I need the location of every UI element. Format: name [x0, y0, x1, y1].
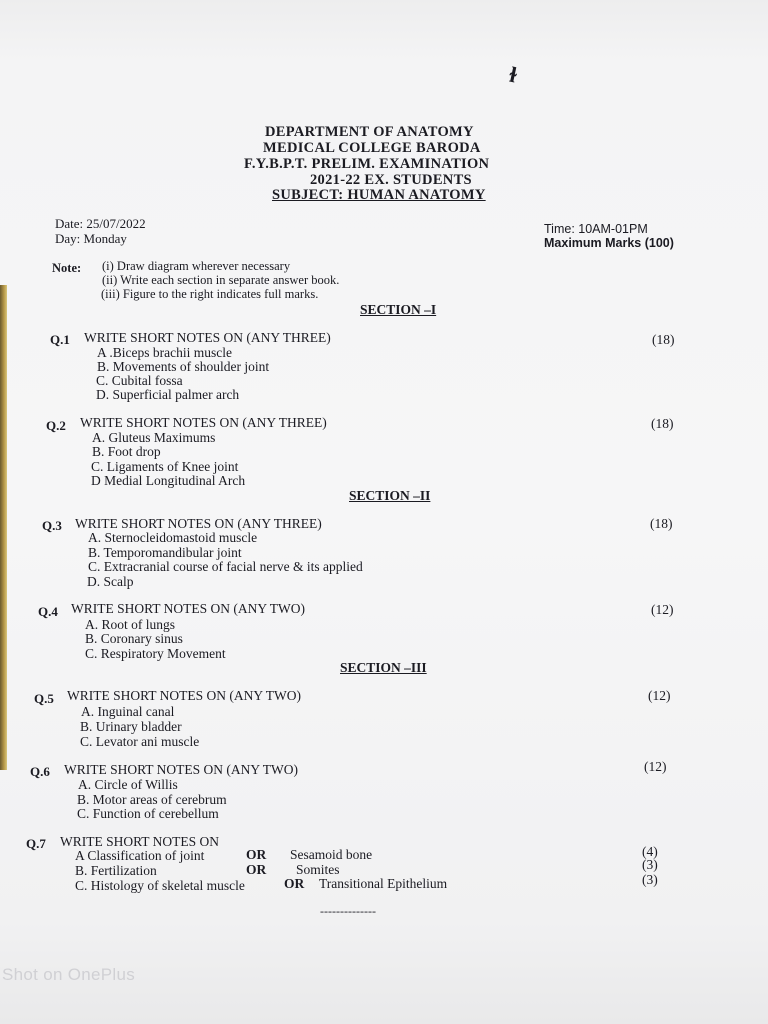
question-number: Q.2 [46, 418, 66, 433]
exam-day: Day: Monday [55, 231, 127, 246]
answer-option: A. Root of lungs [85, 617, 176, 632]
answer-option: A .Biceps brachii muscle [97, 345, 232, 360]
question-marks: (3) [642, 857, 658, 872]
answer-option: B. Urinary bladder [80, 719, 182, 734]
answer-option: B. Foot drop [92, 444, 161, 459]
answer-option: A. Inguinal canal [81, 704, 175, 719]
max-marks: Maximum Marks (100) [544, 236, 674, 250]
question-marks: (18) [652, 332, 675, 347]
question-title: WRITE SHORT NOTES ON [60, 834, 220, 849]
answer-option: C. Levator ani muscle [80, 734, 200, 749]
pen-mark: ɫ [507, 61, 519, 88]
note-item: (iii) Figure to the right indicates full marks. [101, 287, 319, 301]
answer-option: C. Cubital fossa [96, 373, 183, 388]
answer-option: D. Superficial palmer arch [96, 387, 240, 402]
question-title: WRITE SHORT NOTES ON (ANY THREE) [84, 330, 331, 345]
choice-right: Transitional Epithelium [319, 876, 448, 891]
answer-option: B. Coronary sinus [85, 631, 183, 646]
question-marks: (12) [644, 759, 667, 774]
end-rule: -------------- [320, 904, 376, 918]
note-item: (i) Draw diagram wherever necessary [102, 259, 291, 273]
answer-option: D. Scalp [87, 574, 134, 589]
question-marks: (18) [651, 416, 674, 431]
choice-or: OR [246, 862, 267, 877]
dept-title: DEPARTMENT OF ANATOMY [265, 124, 474, 140]
answer-option: C. Ligaments of Knee joint [91, 459, 239, 474]
question-title: WRITE SHORT NOTES ON (ANY TWO) [64, 762, 299, 777]
answer-option: A. Gluteus Maximums [92, 430, 216, 445]
camera-watermark: Shot on OnePlus [2, 965, 136, 984]
choice-left: C. Histology of skeletal muscle [75, 878, 245, 893]
answer-option: B. Movements of shoulder joint [97, 359, 270, 374]
answer-option: C. Function of cerebellum [77, 806, 219, 821]
question-title: WRITE SHORT NOTES ON (ANY THREE) [75, 516, 322, 531]
choice-right: Sesamoid bone [290, 847, 373, 862]
choice-left: A Classification of joint [75, 848, 205, 863]
answer-option: B. Motor areas of cerebrum [77, 792, 227, 807]
section-heading: SECTION –I [360, 302, 437, 317]
question-title: WRITE SHORT NOTES ON (ANY TWO) [71, 601, 306, 616]
binding-edge [0, 285, 7, 770]
note-label: Note: [52, 261, 82, 275]
question-marks: (12) [651, 602, 674, 617]
question-title: WRITE SHORT NOTES ON (ANY TWO) [67, 688, 302, 703]
answer-option: D Medial Longitudinal Arch [91, 473, 246, 488]
section-heading: SECTION –II [349, 488, 431, 503]
answer-option: A. Sternocleidomastoid muscle [88, 530, 258, 545]
question-marks: (12) [648, 688, 671, 703]
choice-or: OR [246, 847, 267, 862]
question-number: Q.3 [42, 518, 62, 533]
question-marks: (3) [642, 872, 658, 887]
question-number: Q.5 [34, 691, 54, 706]
choice-right: Somites [296, 862, 340, 877]
question-marks: (4) [642, 844, 658, 859]
answer-option: A. Circle of Willis [78, 777, 178, 792]
question-number: Q.6 [30, 764, 50, 779]
choice-left: B. Fertilization [75, 863, 157, 878]
choice-or: OR [284, 876, 305, 891]
answer-option: C. Extracranial course of facial nerve & its applied [88, 559, 363, 574]
exam-time: Time: 10AM-01PM [544, 222, 648, 236]
subject-title: SUBJECT: HUMAN ANATOMY [272, 187, 486, 203]
question-number: Q.1 [50, 332, 70, 347]
section-heading: SECTION –III [340, 660, 427, 675]
exam-date: Date: 25/07/2022 [55, 216, 146, 231]
question-number: Q.4 [38, 604, 58, 619]
question-title: WRITE SHORT NOTES ON (ANY THREE) [80, 415, 327, 430]
exam-title: F.Y.B.P.T. PRELIM. EXAMINATION [244, 156, 490, 172]
question-number: Q.7 [26, 836, 46, 851]
batch-title: 2021-22 EX. STUDENTS [310, 172, 472, 188]
note-item: (ii) Write each section in separate answer book. [102, 273, 340, 287]
answer-option: C. Respiratory Movement [85, 646, 226, 661]
answer-option: B. Temporomandibular joint [88, 545, 242, 560]
college-title: MEDICAL COLLEGE BARODA [263, 140, 481, 156]
question-marks: (18) [650, 516, 673, 531]
